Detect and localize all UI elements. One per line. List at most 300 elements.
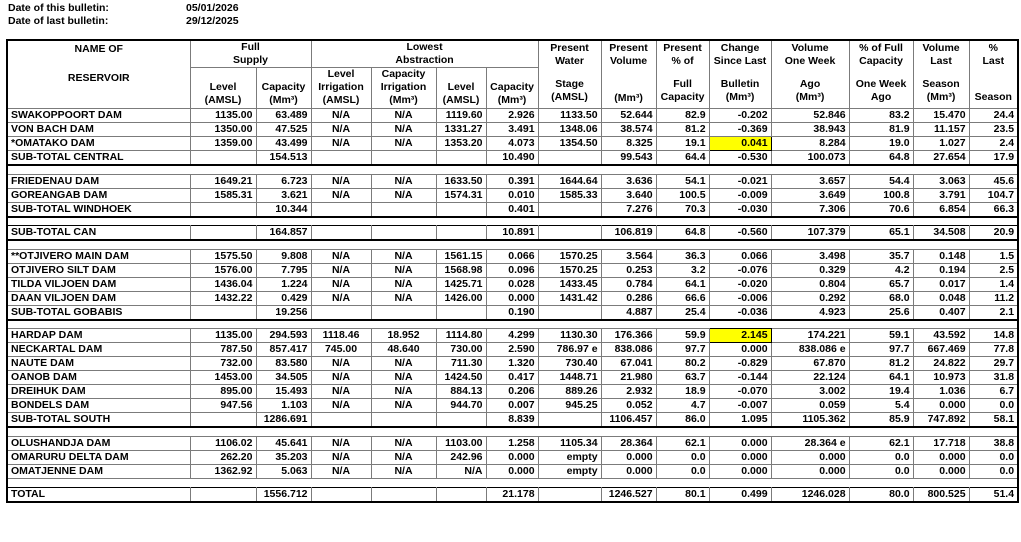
cell-lowest-abstraction-level-irrigation: N/A xyxy=(311,399,371,413)
header-col-la-capacity-l1: Capacity xyxy=(490,81,534,93)
spacer-cell xyxy=(656,320,709,329)
cell-change-since-last-bulletin: 0.000 xyxy=(709,343,771,357)
spacer-cell xyxy=(969,320,1018,329)
spacer-cell xyxy=(601,478,656,487)
cell-reservoir-name: OANOB DAM xyxy=(7,371,190,385)
cell-change-since-last-bulletin: -0.144 xyxy=(709,371,771,385)
cell-present-pct-full: 19.1 xyxy=(656,137,709,151)
cell-present-volume: 0.253 xyxy=(601,263,656,277)
cell-lowest-abstraction-level: 1425.71 xyxy=(436,277,486,291)
cell-full-supply-capacity: 19.256 xyxy=(256,305,311,320)
cell-pct-full-one-week-ago: 70.6 xyxy=(849,202,913,217)
cell-pct-last-season: 51.4 xyxy=(969,487,1018,502)
cell-volume-one-week-ago: 7.306 xyxy=(771,202,849,217)
spacer-cell xyxy=(709,478,771,487)
cell-lowest-abstraction-capacity: 0.401 xyxy=(486,202,538,217)
cell-pct-full-one-week-ago: 81.9 xyxy=(849,123,913,137)
cell-pct-last-season: 38.8 xyxy=(969,436,1018,450)
spacer-cell xyxy=(913,217,969,226)
header-name-line1: NAME OF xyxy=(74,43,123,55)
table-row xyxy=(7,188,1018,202)
cell-lowest-abstraction-level xyxy=(436,151,486,166)
cell-full-supply-capacity: 63.489 xyxy=(256,109,311,123)
cell-present-volume: 0.286 xyxy=(601,291,656,305)
cell-volume-one-week-ago: 22.124 xyxy=(771,371,849,385)
cell-change-since-last-bulletin: 2.145 xyxy=(709,329,771,343)
table-row xyxy=(7,249,1018,263)
cell-present-water-stage: 1133.50 xyxy=(538,109,601,123)
header-col-la-capacity-l2: (Mm³) xyxy=(497,94,527,106)
cell-lowest-abstraction-capacity-irrigation: N/A xyxy=(371,399,436,413)
bulletin-date-this-row xyxy=(8,2,276,15)
cell-present-pct-full: 70.3 xyxy=(656,202,709,217)
cell-volume-last-season: 3.791 xyxy=(913,188,969,202)
cell-volume-last-season: 0.017 xyxy=(913,277,969,291)
cell-full-supply-capacity: 15.493 xyxy=(256,385,311,399)
cell-present-water-stage: 1644.64 xyxy=(538,174,601,188)
cell-lowest-abstraction-level: 1103.00 xyxy=(436,436,486,450)
dam-bulletin-table xyxy=(6,39,1019,503)
cell-reservoir-name: VON BACH DAM xyxy=(7,123,190,137)
spacer-cell xyxy=(256,427,311,436)
header-row-group xyxy=(7,40,1018,68)
spacer-cell xyxy=(190,478,256,487)
table-row-total xyxy=(7,487,1018,502)
cell-pct-full-one-week-ago: 68.0 xyxy=(849,291,913,305)
spacer-cell xyxy=(7,240,190,249)
cell-volume-one-week-ago: 0.000 xyxy=(771,464,849,478)
header-present-volume-l4: (Mm³) xyxy=(614,92,643,104)
bulletin-date-last-label: Date of last bulletin: xyxy=(8,15,109,27)
cell-lowest-abstraction-level-irrigation: 745.00 xyxy=(311,343,371,357)
cell-lowest-abstraction-level-irrigation xyxy=(311,305,371,320)
cell-full-supply-capacity: 164.857 xyxy=(256,226,311,241)
cell-lowest-abstraction-capacity: 0.000 xyxy=(486,291,538,305)
spacer-cell xyxy=(709,165,771,174)
cell-pct-last-season: 2.5 xyxy=(969,263,1018,277)
cell-reservoir-name: TOTAL xyxy=(7,487,190,502)
header-col-fs-level xyxy=(190,68,256,109)
header-present-water-stage xyxy=(538,40,601,109)
cell-change-since-last-bulletin: -0.009 xyxy=(709,188,771,202)
cell-present-pct-full: 25.4 xyxy=(656,305,709,320)
cell-lowest-abstraction-level: 1633.50 xyxy=(436,174,486,188)
spacer-cell xyxy=(771,320,849,329)
cell-volume-last-season: 0.148 xyxy=(913,249,969,263)
header-col-la-capacity-irrigation xyxy=(371,68,436,109)
cell-pct-last-season: 1.4 xyxy=(969,277,1018,291)
cell-pct-full-one-week-ago: 59.1 xyxy=(849,329,913,343)
spacer-cell xyxy=(913,240,969,249)
cell-lowest-abstraction-level-irrigation xyxy=(311,202,371,217)
cell-lowest-abstraction-level: 884.13 xyxy=(436,385,486,399)
cell-lowest-abstraction-level-irrigation: N/A xyxy=(311,123,371,137)
cell-change-since-last-bulletin: -0.006 xyxy=(709,291,771,305)
cell-full-supply-capacity: 0.429 xyxy=(256,291,311,305)
cell-pct-full-one-week-ago: 64.1 xyxy=(849,371,913,385)
cell-pct-full-one-week-ago: 85.9 xyxy=(849,413,913,428)
cell-volume-one-week-ago: 28.364 e xyxy=(771,436,849,450)
header-lowest-abstraction-line2: Abstraction xyxy=(395,54,454,66)
spacer-cell xyxy=(771,478,849,487)
cell-reservoir-name: GOREANGAB DAM xyxy=(7,188,190,202)
cell-full-supply-level: 1135.00 xyxy=(190,109,256,123)
header-full-supply-line1: Full xyxy=(241,41,260,53)
cell-pct-last-season: 104.7 xyxy=(969,188,1018,202)
table-row xyxy=(7,109,1018,123)
header-vol-week-l1: Volume xyxy=(791,42,829,54)
table-row xyxy=(7,343,1018,357)
spacer-cell xyxy=(256,217,311,226)
cell-lowest-abstraction-capacity-irrigation: N/A xyxy=(371,249,436,263)
cell-present-pct-full: 64.1 xyxy=(656,277,709,291)
spacer-cell xyxy=(7,320,190,329)
cell-lowest-abstraction-capacity-irrigation: 48.640 xyxy=(371,343,436,357)
spacer-cell xyxy=(190,320,256,329)
cell-full-supply-capacity: 1.103 xyxy=(256,399,311,413)
header-vol-season-l3: Season xyxy=(922,78,960,90)
cell-lowest-abstraction-capacity-irrigation: N/A xyxy=(371,436,436,450)
cell-lowest-abstraction-level: 1426.00 xyxy=(436,291,486,305)
cell-reservoir-name: DAAN VILJOEN DAM xyxy=(7,291,190,305)
cell-lowest-abstraction-level: 1114.80 xyxy=(436,329,486,343)
cell-present-pct-full: 81.2 xyxy=(656,123,709,137)
cell-reservoir-name: OMATJENNE DAM xyxy=(7,464,190,478)
header-pct-week-l3: One Week xyxy=(855,78,907,90)
cell-lowest-abstraction-level: 1119.60 xyxy=(436,109,486,123)
header-name-line2: RESERVOIR xyxy=(67,72,130,84)
spacer-cell xyxy=(436,240,486,249)
spacer-cell xyxy=(538,478,601,487)
header-present-volume xyxy=(601,40,656,109)
cell-volume-one-week-ago: 0.329 xyxy=(771,263,849,277)
cell-lowest-abstraction-capacity: 3.491 xyxy=(486,123,538,137)
cell-present-volume: 67.041 xyxy=(601,357,656,371)
header-vol-week-l2: One Week xyxy=(784,55,836,67)
cell-volume-last-season: 6.854 xyxy=(913,202,969,217)
cell-lowest-abstraction-capacity: 0.000 xyxy=(486,450,538,464)
cell-reservoir-name: OMARURU DELTA DAM xyxy=(7,450,190,464)
cell-present-volume: 3.564 xyxy=(601,249,656,263)
cell-present-volume: 176.366 xyxy=(601,329,656,343)
cell-lowest-abstraction-level: 711.30 xyxy=(436,357,486,371)
spacer-cell xyxy=(601,165,656,174)
cell-full-supply-level: 1359.00 xyxy=(190,137,256,151)
header-present-volume-l2: Volume xyxy=(609,55,648,67)
cell-full-supply-level: 262.20 xyxy=(190,450,256,464)
header-pct-week-l1: % of Full xyxy=(859,42,903,54)
cell-present-water-stage xyxy=(538,487,601,502)
cell-present-water-stage: 1105.34 xyxy=(538,436,601,450)
cell-volume-last-season: 1.027 xyxy=(913,137,969,151)
spacer-cell xyxy=(436,478,486,487)
cell-reservoir-name: OLUSHANDJA DAM xyxy=(7,436,190,450)
cell-present-water-stage: 1448.71 xyxy=(538,371,601,385)
spacer-cell xyxy=(601,240,656,249)
cell-present-water-stage: 889.26 xyxy=(538,385,601,399)
cell-present-volume: 28.364 xyxy=(601,436,656,450)
cell-lowest-abstraction-capacity-irrigation: N/A xyxy=(371,123,436,137)
cell-full-supply-level: 1436.04 xyxy=(190,277,256,291)
cell-reservoir-name: BONDELS DAM xyxy=(7,399,190,413)
spacer-cell xyxy=(256,478,311,487)
header-col-la-cap-irr-l3: (Mm³) xyxy=(389,94,418,106)
spacer-cell xyxy=(371,427,436,436)
cell-volume-last-season: 0.048 xyxy=(913,291,969,305)
cell-lowest-abstraction-capacity: 1.320 xyxy=(486,357,538,371)
cell-pct-full-one-week-ago: 81.2 xyxy=(849,357,913,371)
cell-volume-one-week-ago: 3.002 xyxy=(771,385,849,399)
header-lowest-abstraction-line1: Lowest xyxy=(406,41,443,53)
cell-present-volume: 0.784 xyxy=(601,277,656,291)
cell-lowest-abstraction-capacity-irrigation: N/A xyxy=(371,137,436,151)
cell-lowest-abstraction-level-irrigation: N/A xyxy=(311,357,371,371)
cell-present-volume: 8.325 xyxy=(601,137,656,151)
spacer-cell xyxy=(656,427,709,436)
cell-present-pct-full: 80.2 xyxy=(656,357,709,371)
cell-lowest-abstraction-capacity-irrigation: 18.952 xyxy=(371,329,436,343)
cell-full-supply-level: 732.00 xyxy=(190,357,256,371)
spacer-cell xyxy=(371,240,436,249)
header-change-since-last-bulletin xyxy=(709,40,771,109)
cell-present-volume: 4.887 xyxy=(601,305,656,320)
header-full-supply-line2: Supply xyxy=(233,54,269,66)
spacer-cell xyxy=(601,427,656,436)
spacer-cell xyxy=(969,427,1018,436)
cell-full-supply-capacity: 35.203 xyxy=(256,450,311,464)
bulletin-date-this-value: 05/01/2026 xyxy=(186,2,239,14)
table-row xyxy=(7,137,1018,151)
spacer-cell xyxy=(969,217,1018,226)
cell-full-supply-capacity: 294.593 xyxy=(256,329,311,343)
cell-lowest-abstraction-capacity-irrigation xyxy=(371,226,436,241)
cell-reservoir-name: TILDA VILJOEN DAM xyxy=(7,277,190,291)
cell-present-pct-full: 82.9 xyxy=(656,109,709,123)
cell-pct-last-season: 29.7 xyxy=(969,357,1018,371)
cell-reservoir-name: OTJIVERO SILT DAM xyxy=(7,263,190,277)
cell-volume-one-week-ago: 100.073 xyxy=(771,151,849,166)
spacer-cell xyxy=(311,478,371,487)
cell-pct-full-one-week-ago: 100.8 xyxy=(849,188,913,202)
cell-lowest-abstraction-capacity-irrigation: N/A xyxy=(371,371,436,385)
cell-volume-one-week-ago: 3.649 xyxy=(771,188,849,202)
cell-lowest-abstraction-level-irrigation xyxy=(311,487,371,502)
cell-change-since-last-bulletin: -0.829 xyxy=(709,357,771,371)
spacer-cell xyxy=(311,320,371,329)
header-group-lowest-abstraction xyxy=(311,40,538,68)
cell-reservoir-name: *OMATAKO DAM xyxy=(7,137,190,151)
cell-reservoir-name: SUB-TOTAL SOUTH xyxy=(7,413,190,428)
cell-lowest-abstraction-level: N/A xyxy=(436,464,486,478)
cell-lowest-abstraction-capacity-irrigation: N/A xyxy=(371,277,436,291)
spacer-cell xyxy=(969,478,1018,487)
header-col-la-level-irr-l3: (AMSL) xyxy=(322,94,360,106)
cell-present-water-stage: 730.40 xyxy=(538,357,601,371)
cell-lowest-abstraction-level-irrigation: N/A xyxy=(311,174,371,188)
spacer-cell xyxy=(371,217,436,226)
cell-change-since-last-bulletin: -0.070 xyxy=(709,385,771,399)
cell-full-supply-capacity: 6.723 xyxy=(256,174,311,188)
spacer-cell xyxy=(538,427,601,436)
cell-pct-last-season: 0.0 xyxy=(969,464,1018,478)
cell-lowest-abstraction-capacity-irrigation: N/A xyxy=(371,174,436,188)
cell-volume-last-season: 15.470 xyxy=(913,109,969,123)
cell-full-supply-capacity: 1556.712 xyxy=(256,487,311,502)
cell-lowest-abstraction-capacity: 1.258 xyxy=(486,436,538,450)
cell-present-water-stage: empty xyxy=(538,464,601,478)
cell-volume-last-season: 0.000 xyxy=(913,464,969,478)
bulletin-date-last-value: 29/12/2025 xyxy=(186,15,239,27)
cell-pct-full-one-week-ago: 0.0 xyxy=(849,450,913,464)
spacer-cell xyxy=(256,165,311,174)
cell-pct-full-one-week-ago: 5.4 xyxy=(849,399,913,413)
cell-volume-one-week-ago: 107.379 xyxy=(771,226,849,241)
cell-present-pct-full: 100.5 xyxy=(656,188,709,202)
table-row-spacer xyxy=(7,427,1018,436)
cell-volume-one-week-ago: 0.059 xyxy=(771,399,849,413)
cell-lowest-abstraction-level: 1561.15 xyxy=(436,249,486,263)
header-present-pct-l2: % of xyxy=(671,55,694,67)
cell-change-since-last-bulletin: -0.036 xyxy=(709,305,771,320)
cell-lowest-abstraction-capacity: 0.190 xyxy=(486,305,538,320)
table-row xyxy=(7,357,1018,371)
table-row-subtotal xyxy=(7,202,1018,217)
table-row-subtotal xyxy=(7,305,1018,320)
cell-full-supply-capacity: 857.417 xyxy=(256,343,311,357)
cell-change-since-last-bulletin: 0.000 xyxy=(709,450,771,464)
cell-lowest-abstraction-capacity: 10.891 xyxy=(486,226,538,241)
cell-volume-last-season: 3.063 xyxy=(913,174,969,188)
spacer-cell xyxy=(486,320,538,329)
table-row xyxy=(7,277,1018,291)
cell-full-supply-capacity: 47.525 xyxy=(256,123,311,137)
cell-present-water-stage: empty xyxy=(538,450,601,464)
cell-lowest-abstraction-level-irrigation: N/A xyxy=(311,263,371,277)
cell-pct-full-one-week-ago: 62.1 xyxy=(849,436,913,450)
cell-lowest-abstraction-capacity-irrigation: N/A xyxy=(371,188,436,202)
cell-volume-last-season: 1.036 xyxy=(913,385,969,399)
cell-volume-one-week-ago: 838.086 e xyxy=(771,343,849,357)
cell-volume-one-week-ago: 174.221 xyxy=(771,329,849,343)
cell-present-volume: 3.640 xyxy=(601,188,656,202)
cell-lowest-abstraction-level: 1568.98 xyxy=(436,263,486,277)
cell-present-pct-full: 54.1 xyxy=(656,174,709,188)
cell-present-pct-full: 66.6 xyxy=(656,291,709,305)
table-row-subtotal xyxy=(7,226,1018,241)
spacer-cell xyxy=(771,165,849,174)
header-pct-season-l1: % xyxy=(988,42,998,54)
cell-volume-last-season: 0.194 xyxy=(913,263,969,277)
spacer-cell xyxy=(486,427,538,436)
cell-volume-one-week-ago: 3.657 xyxy=(771,174,849,188)
header-present-volume-l1: Present xyxy=(609,42,648,54)
spacer-cell xyxy=(190,240,256,249)
header-col-fs-capacity xyxy=(256,68,311,109)
spacer-cell xyxy=(311,427,371,436)
header-present-pct-l4: Capacity xyxy=(660,91,705,103)
cell-pct-full-one-week-ago: 54.4 xyxy=(849,174,913,188)
cell-volume-one-week-ago: 1246.028 xyxy=(771,487,849,502)
cell-full-supply-capacity: 43.499 xyxy=(256,137,311,151)
cell-present-pct-full: 64.4 xyxy=(656,151,709,166)
cell-pct-last-season: 17.9 xyxy=(969,151,1018,166)
spacer-cell xyxy=(7,478,190,487)
cell-lowest-abstraction-level: 1353.20 xyxy=(436,137,486,151)
cell-present-water-stage: 1354.50 xyxy=(538,137,601,151)
spacer-cell xyxy=(849,320,913,329)
header-name-of-reservoir xyxy=(7,40,190,109)
cell-reservoir-name: NECKARTAL DAM xyxy=(7,343,190,357)
cell-pct-full-one-week-ago: 19.4 xyxy=(849,385,913,399)
spacer-cell xyxy=(256,320,311,329)
cell-full-supply-capacity: 10.344 xyxy=(256,202,311,217)
cell-lowest-abstraction-level xyxy=(436,305,486,320)
cell-full-supply-level xyxy=(190,151,256,166)
cell-volume-one-week-ago: 67.870 xyxy=(771,357,849,371)
cell-full-supply-level: 1576.00 xyxy=(190,263,256,277)
cell-lowest-abstraction-capacity: 4.299 xyxy=(486,329,538,343)
cell-present-pct-full: 86.0 xyxy=(656,413,709,428)
spacer-cell xyxy=(656,478,709,487)
cell-present-volume: 0.000 xyxy=(601,464,656,478)
cell-volume-one-week-ago: 0.292 xyxy=(771,291,849,305)
spacer-cell xyxy=(190,165,256,174)
cell-present-water-stage: 1585.33 xyxy=(538,188,601,202)
spacer-cell xyxy=(311,240,371,249)
cell-volume-last-season: 17.718 xyxy=(913,436,969,450)
cell-present-volume: 0.052 xyxy=(601,399,656,413)
spacer-cell xyxy=(7,217,190,226)
header-change-l1: Change xyxy=(720,42,760,54)
table-row-spacer xyxy=(7,478,1018,487)
spacer-cell xyxy=(601,217,656,226)
table-row-spacer xyxy=(7,240,1018,249)
cell-present-pct-full: 64.8 xyxy=(656,226,709,241)
cell-present-volume: 1106.457 xyxy=(601,413,656,428)
cell-pct-last-season: 1.5 xyxy=(969,249,1018,263)
cell-lowest-abstraction-capacity: 0.007 xyxy=(486,399,538,413)
cell-present-water-stage xyxy=(538,202,601,217)
table-row-spacer xyxy=(7,217,1018,226)
header-col-la-level-irr-l2: Irrigation xyxy=(318,81,364,93)
spacer-cell xyxy=(656,217,709,226)
cell-pct-last-season: 0.0 xyxy=(969,399,1018,413)
cell-lowest-abstraction-capacity-irrigation xyxy=(371,151,436,166)
header-col-la-cap-irr-l2: Irrigation xyxy=(380,81,427,93)
table-row xyxy=(7,174,1018,188)
table-row-subtotal xyxy=(7,151,1018,166)
cell-lowest-abstraction-capacity: 0.010 xyxy=(486,188,538,202)
cell-full-supply-level xyxy=(190,305,256,320)
cell-present-water-stage: 786.97 e xyxy=(538,343,601,357)
cell-change-since-last-bulletin: -0.007 xyxy=(709,399,771,413)
cell-volume-one-week-ago: 0.804 xyxy=(771,277,849,291)
cell-lowest-abstraction-level xyxy=(436,487,486,502)
spacer-cell xyxy=(486,240,538,249)
cell-pct-full-one-week-ago: 80.0 xyxy=(849,487,913,502)
header-col-la-level-l1: Level xyxy=(447,81,475,93)
header-col-fs-level-l1: Level xyxy=(209,81,237,93)
cell-lowest-abstraction-level-irrigation: N/A xyxy=(311,137,371,151)
cell-volume-last-season: 800.525 xyxy=(913,487,969,502)
spacer-cell xyxy=(771,217,849,226)
header-present-water-l4: (AMSL) xyxy=(551,91,588,103)
header-pct-week-l2: Capacity xyxy=(859,55,903,67)
cell-volume-last-season: 34.508 xyxy=(913,226,969,241)
cell-present-water-stage: 1433.45 xyxy=(538,277,601,291)
cell-reservoir-name: HARDAP DAM xyxy=(7,329,190,343)
cell-change-since-last-bulletin: -0.021 xyxy=(709,174,771,188)
